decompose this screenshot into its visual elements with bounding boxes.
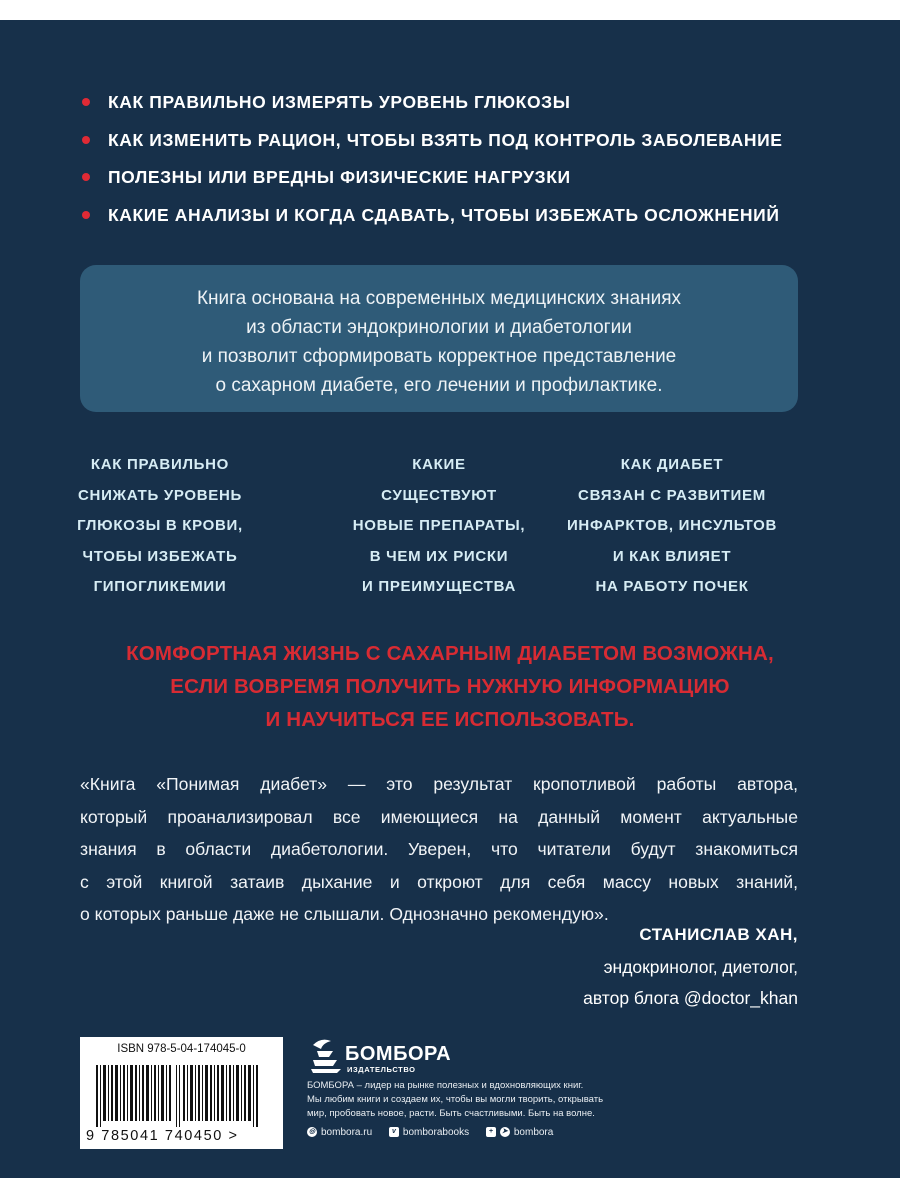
topic-column-drugs: КАКИЕ СУЩЕСТВУЮТ НОВЫЕ ПРЕПАРАТЫ, В ЧЕМ ИХ РИСКИ И ПРЕИМУЩЕСТВА xyxy=(352,456,526,595)
barcode-digits: 9 785041 740450 > xyxy=(86,1128,239,1144)
topic-column-complications: КАК ДИАБЕТ СВЯЗАН С РАЗВИТИЕМ ИНФАРКТОВ, ИНСУЛЬТОВ И КАК ВЛИЯЕТ НА РАБОТУ ПОЧЕК xyxy=(566,456,778,595)
bullet-dot-icon xyxy=(82,136,90,144)
summary-text: Книга основана на современных медицинских знаниях из области эндокринологии и диабетологии и позволит сформировать корректное представление о сахарном диабете, его лечении и профилактике. xyxy=(196,288,682,396)
summary-box xyxy=(80,265,798,412)
publisher-subtitle: ИЗДАТЕЛЬСТВО xyxy=(347,1065,416,1074)
bullet-dot-icon xyxy=(82,173,90,181)
telegram-link[interactable]: + ➤ bombora xyxy=(486,1127,553,1138)
plus-icon: + xyxy=(486,1127,496,1137)
publisher-links xyxy=(307,1125,567,1138)
website-link[interactable]: ◎ bombora.ru xyxy=(308,1126,373,1138)
feature-item: ПОЛЕЗНЫ ИЛИ ВРЕДНЫ ФИЗИЧЕСКИЕ НАГРУЗКИ xyxy=(78,167,858,205)
book-back-cover xyxy=(0,20,900,1178)
publisher-name: БОМБОРА xyxy=(345,1043,452,1065)
bombora-logo-icon xyxy=(307,1035,347,1075)
telegram-icon: ➤ xyxy=(500,1127,510,1137)
vk-link[interactable]: v bomborabooks xyxy=(389,1127,469,1138)
feature-list xyxy=(78,92,858,242)
publisher-description: БОМБОРА – лидер на рынке полезных и вдохновляющих книг. Мы любим книги и создаем их, чтобы вы могли творить, открывать мир, пробовать новое, расти. Быть счастливыми. Быть на волне. xyxy=(307,1080,604,1119)
barcode xyxy=(80,1037,283,1149)
globe-icon: ◎ xyxy=(308,1128,316,1135)
bullet-dot-icon xyxy=(82,98,90,106)
quote-signature xyxy=(583,918,798,1014)
barcode-bars xyxy=(96,1065,268,1127)
headline: КОМФОРТНАЯ ЖИЗНЬ С САХАРНЫМ ДИАБЕТОМ ВОЗМОЖНА, ЕСЛИ ВОВРЕМЯ ПОЛУЧИТЬ НУЖНУЮ ИНФОРМАЦИЮ И НАУЧИТЬСЯ ЕЕ ИСПОЛЬЗОВАТЬ. xyxy=(126,642,774,731)
vk-icon: v xyxy=(389,1127,399,1137)
isbn-number: ISBN 978-5-04-174045-0 xyxy=(117,1043,246,1055)
author-role: эндокринолог, диетолог, xyxy=(603,957,798,977)
feature-item: КАКИЕ АНАЛИЗЫ И КОГДА СДАВАТЬ, ЧТОБЫ ИЗБЕЖАТЬ ОСЛОЖНЕНИЙ xyxy=(78,205,858,243)
author-name: СТАНИСЛАВ ХАН, xyxy=(639,925,798,944)
author-blog: автор блога @doctor_khan xyxy=(583,988,798,1008)
feature-item: КАК ПРАВИЛЬНО ИЗМЕРЯТЬ УРОВЕНЬ ГЛЮКОЗЫ xyxy=(78,92,858,130)
review-quote: «Книга «Понимая диабет» — это результат кропотливой работы автора, который проанализировал все имеющиеся на данный момент актуальные знания в области диабетологии. Уверен, что читатели будут знакомиться с этой книгой затаив дыхание и откроют для себя массу новых знаний, о которых раньше даже не слышали. Однозначно рекомендую». xyxy=(80,774,798,924)
feature-item: КАК ИЗМЕНИТЬ РАЦИОН, ЧТОБЫ ВЗЯТЬ ПОД КОНТРОЛЬ ЗАБОЛЕВАНИЕ xyxy=(78,130,858,168)
bullet-dot-icon xyxy=(82,211,90,219)
topic-columns xyxy=(77,450,798,600)
topic-column-glucose: КАК ПРАВИЛЬНО СНИЖАТЬ УРОВЕНЬ ГЛЮКОЗЫ В КРОВИ, ЧТОБЫ ИЗБЕЖАТЬ ГИПОГЛИКЕМИИ xyxy=(77,456,243,595)
